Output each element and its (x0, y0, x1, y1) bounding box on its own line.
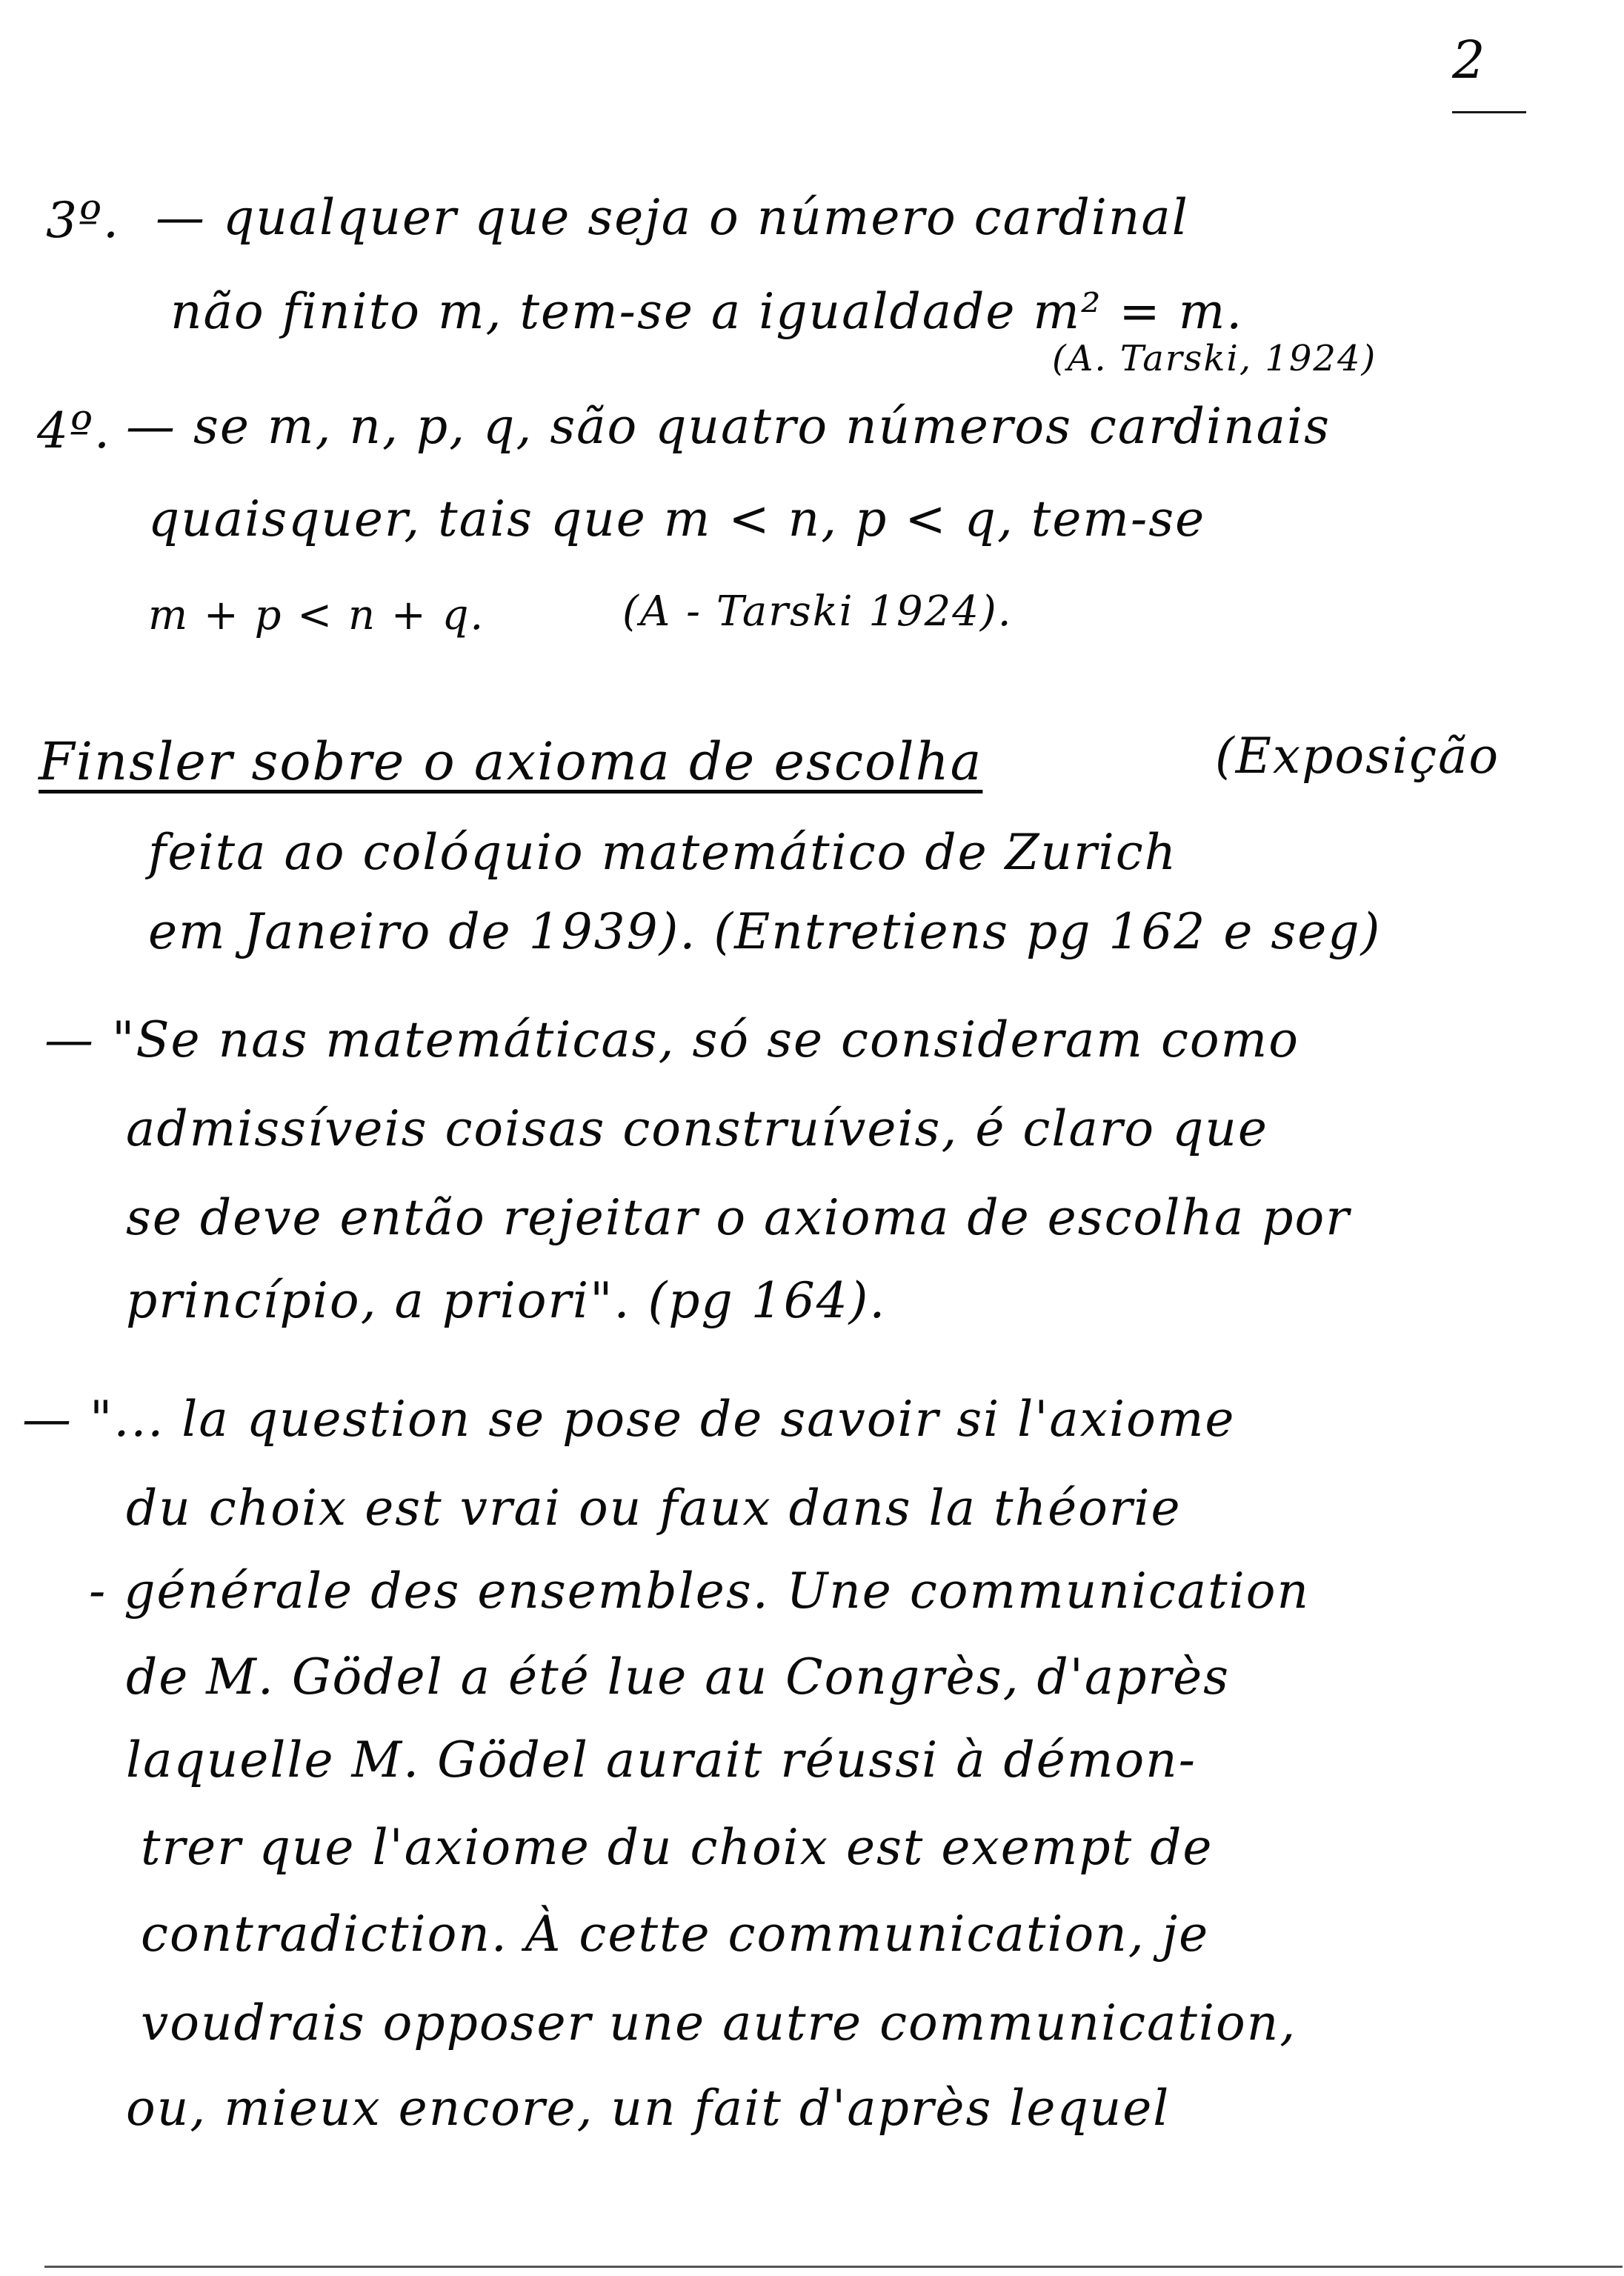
quote1-line1: — "Se nas matemáticas, só se consideram como (44, 1011, 1299, 1068)
page-number: 2 (1452, 30, 1485, 90)
quote2-line3: - générale des ensembles. Une communication (89, 1563, 1311, 1620)
item3-marker: 3º. (46, 192, 121, 249)
quote2-line1: — "... la question se pose de savoir si l'axiome (22, 1391, 1236, 1448)
quote2-line8: voudrais opposer une autre communication, (141, 1994, 1297, 2052)
quote2-line2: du choix est vrai ou faux dans la théorie (126, 1480, 1182, 1537)
item3-citation: (A. Tarski, 1924) (1052, 338, 1377, 379)
quote2-line9: ou, mieux encore, un fait d'après lequel (126, 2080, 1171, 2137)
quote2-line6: trer que l'axiome du choix est exempt de (141, 1819, 1214, 1876)
item4-line3: m + p < n + q. (148, 591, 485, 639)
section-line2: feita ao colóquio matemático de Zurich (148, 824, 1178, 881)
section-line3: em Janeiro de 1939). (Entretiens pg 162 e seg) (148, 903, 1382, 960)
quote1-line2: admissíveis coisas construíveis, é claro que (126, 1100, 1268, 1157)
item4-line1: — se m, n, p, q, são quatro números cardinais (126, 398, 1331, 455)
quote2-line5: laquelle M. Gödel aurait réussi à démon- (126, 1731, 1197, 1788)
quote2-line4: de M. Gödel a été lue au Congrès, d'après (126, 1648, 1231, 1706)
item4-marker: 4º. (37, 402, 112, 459)
page-bottom-edge (44, 2266, 1623, 2268)
quote2-line7: contradiction. À cette communication, je (141, 1906, 1210, 1963)
item4-citation: (A - Tarski 1924). (622, 588, 1013, 636)
section-title: Finsler sobre o axioma de escolha (39, 731, 983, 792)
page-number-rule (1452, 111, 1526, 113)
quote1-line4: princípio, a priori". (pg 164). (126, 1272, 887, 1329)
item4-line2: quaisquer, tais que m < n, p < q, tem-se (148, 490, 1206, 548)
item3-line1: — qualquer que seja o número cardinal (156, 189, 1189, 246)
quote1-line3: se deve então rejeitar o axioma de escolha por (126, 1189, 1351, 1246)
section-title-rest: (Exposição (1215, 728, 1500, 785)
item3-line2: não finito m, tem-se a igualdade m² = m. (170, 283, 1244, 340)
